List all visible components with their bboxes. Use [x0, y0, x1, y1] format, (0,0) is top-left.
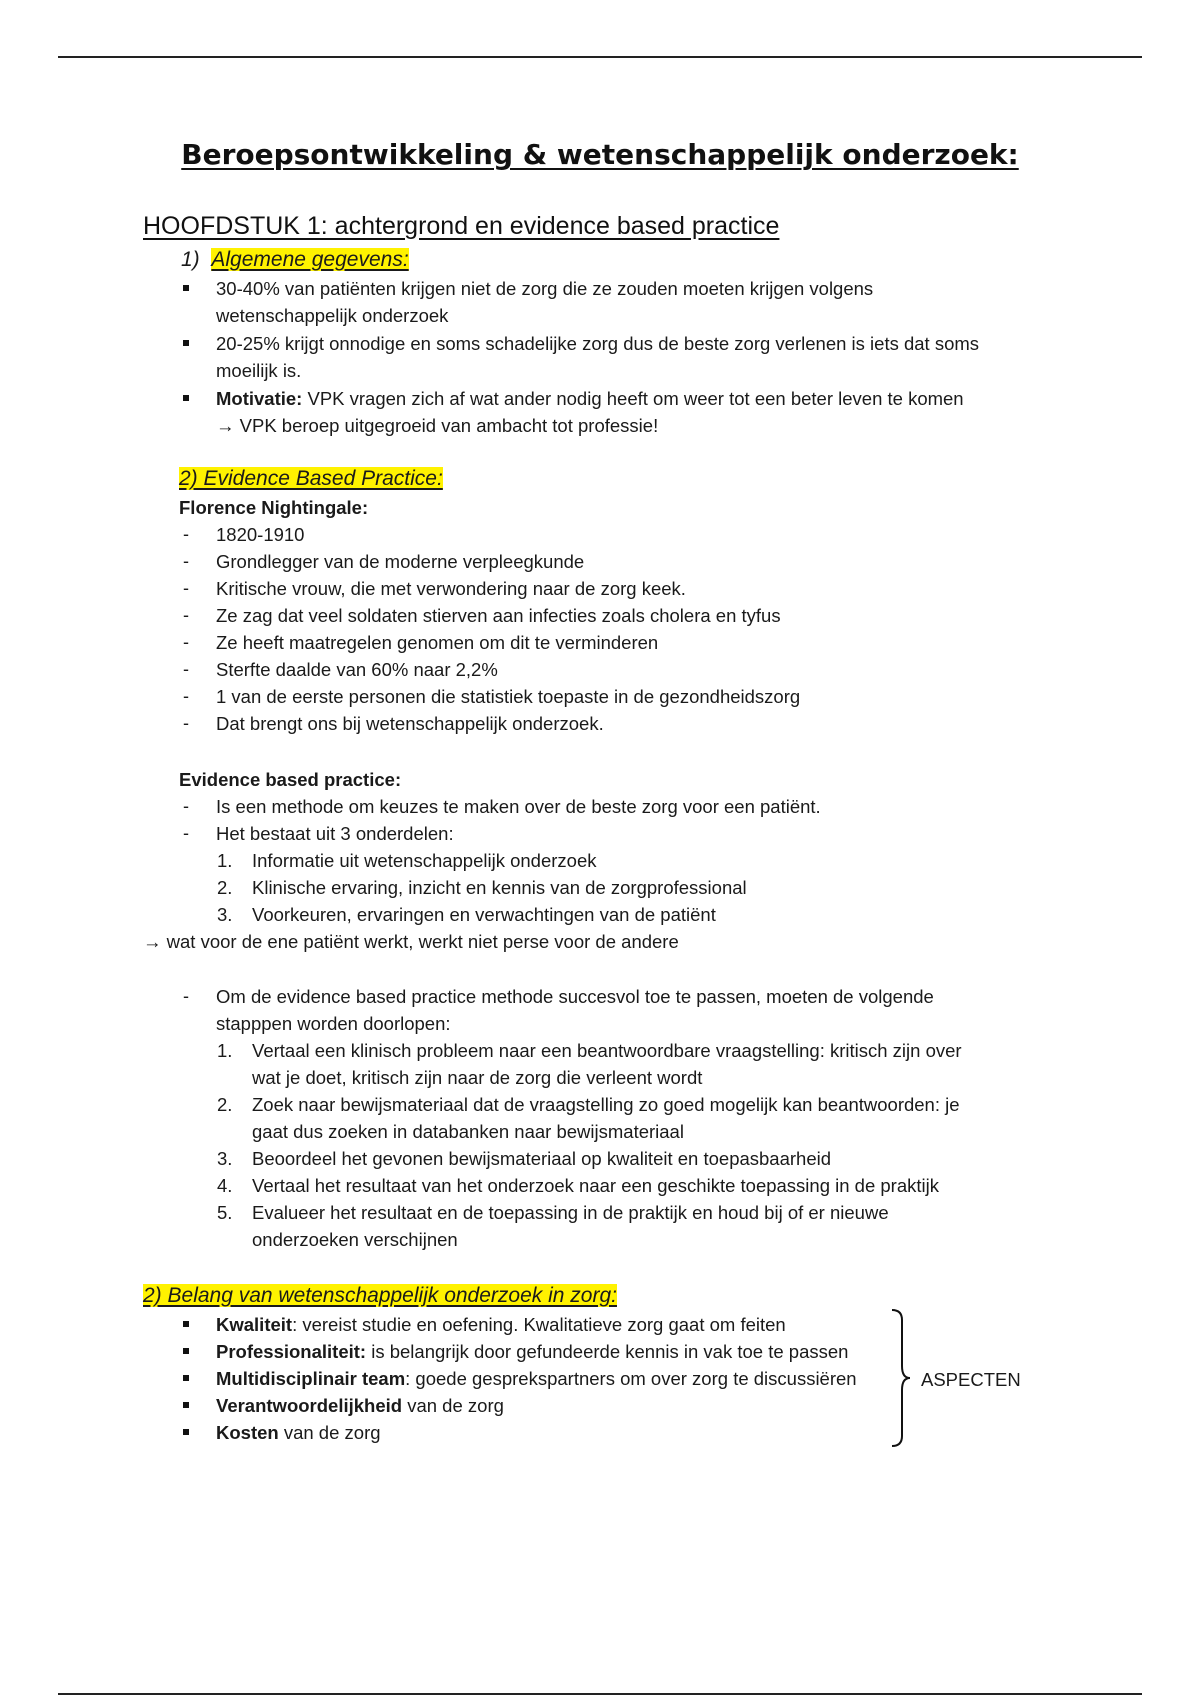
importance-item-term: Kwaliteit: [216, 1314, 293, 1335]
step-2-line-2: gaat dus zoeken in databanken naar bewijsmateriaal: [252, 1121, 684, 1142]
step-5-line-2: onderzoeken verschijnen: [252, 1229, 458, 1250]
importance-item-term: Verantwoordelijkheid: [216, 1395, 403, 1416]
florence-item: 1820-1910: [216, 524, 305, 545]
step-4: Vertaal het resultaat van het onderzoek naar een geschikte toepassing in de praktijk: [252, 1175, 939, 1196]
list-number: 3.: [217, 1148, 233, 1169]
importance-item-text: : vereist studie en oefening. Kwalitatieve zorg gaat om feiten: [292, 1314, 786, 1335]
dash-bullet: -: [183, 578, 189, 598]
dash-bullet: -: [183, 713, 189, 733]
importance-item: [216, 1311, 786, 1338]
dash-bullet: -: [183, 686, 189, 706]
ebp-conclusion: → wat voor de ene patiënt werkt, werkt niet perse voor de andere: [143, 931, 679, 952]
section-1-heading: 1) Algemene gegevens:: [181, 248, 409, 271]
step-5-line-1: Evalueer het resultaat en de toepassing in de praktijk en houd bij of er nieuwe: [252, 1202, 889, 1223]
dash-bullet: -: [183, 605, 189, 625]
florence-item: Ze heeft maatregelen genomen om dit te verminderen: [216, 632, 659, 653]
bullet-square: [183, 1321, 189, 1327]
importance-item: [216, 1365, 857, 1392]
importance-item-term: Professionaliteit:: [216, 1341, 367, 1362]
general-data-1-line-2: wetenschappelijk onderzoek: [216, 305, 449, 326]
step-1-line-2: wat je doet, kritisch zijn naar de zorg die verleent wordt: [252, 1067, 703, 1088]
florence-item: Sterfte daalde van 60% naar 2,2%: [216, 659, 498, 680]
importance-item: [216, 1338, 848, 1365]
aspecten-label: ASPECTEN: [921, 1369, 1021, 1390]
ebp-part-3: Voorkeuren, ervaringen en verwachtingen van de patiënt: [252, 904, 716, 925]
dash-bullet: -: [183, 551, 189, 571]
importance-item-text: van de zorg: [402, 1395, 504, 1416]
dash-bullet: -: [183, 632, 189, 652]
list-number: 1.: [217, 850, 233, 871]
florence-item: Grondlegger van de moderne verpleegkunde: [216, 551, 585, 572]
section-3-heading: 2) Belang van wetenschappelijk onderzoek in zorg:: [143, 1284, 617, 1307]
steps-intro-line-2: stapppen worden doorlopen:: [216, 1013, 451, 1034]
florence-item: Kritische vrouw, die met verwondering naar de zorg keek.: [216, 578, 686, 599]
document-title: Beroepsontwikkeling & wetenschappelijk onderzoek:: [181, 138, 1019, 171]
florence-item: Ze zag dat veel soldaten stierven aan infecties zoals cholera en tyfus: [216, 605, 781, 626]
ebp-part-1: Informatie uit wetenschappelijk onderzoek: [252, 850, 597, 871]
list-number: 2.: [217, 1094, 233, 1115]
ebp-heading: Evidence based practice:: [179, 769, 402, 790]
motivation-line-2: → VPK beroep uitgegroeid van ambacht tot professie!: [216, 415, 659, 436]
importance-item-text: : goede gesprekspartners om over zorg te discussiëren: [405, 1368, 857, 1389]
importance-item: [216, 1392, 504, 1419]
step-2-line-1: Zoek naar bewijsmateriaal dat de vraagstelling zo goed mogelijk kan beantwoorden: je: [252, 1094, 960, 1115]
bullet-square: [183, 1429, 189, 1435]
bullet-square: [183, 1348, 189, 1354]
florence-item: Dat brengt ons bij wetenschappelijk onderzoek.: [216, 713, 604, 734]
bullet-square: [183, 1375, 189, 1381]
header-rule: [58, 56, 1142, 58]
importance-item-term: Kosten: [216, 1422, 279, 1443]
list-number: 4.: [217, 1175, 233, 1196]
steps-intro-line-1: Om de evidence based practice methode succesvol toe te passen, moeten de volgende: [216, 986, 934, 1007]
general-data-2-line-1: 20-25% krijgt onnodige en soms schadelijke zorg dus de beste zorg verlenen is iets dat soms: [216, 333, 980, 354]
motivation-line-1: Motivatie: VPK vragen zich af wat ander nodig heeft om weer tot een beter leven te komen: [216, 388, 964, 409]
section-2-heading: 2) Evidence Based Practice:: [179, 467, 443, 490]
general-data-1-line-1: 30-40% van patiënten krijgen niet de zorg die ze zouden moeten krijgen volgens: [216, 278, 874, 299]
right-brace-icon: [890, 1308, 912, 1448]
list-number: 5.: [217, 1202, 233, 1223]
importance-item: [216, 1419, 381, 1446]
general-data-2-line-2: moeilijk is.: [216, 360, 302, 381]
bullet-square: [183, 395, 189, 401]
chapter-heading: HOOFDSTUK 1: achtergrond en evidence based practice: [143, 212, 780, 240]
importance-item-text: is belangrijk door gefundeerde kennis in vak toe te passen: [366, 1341, 849, 1362]
list-number: 1.: [217, 1040, 233, 1061]
dash-bullet: -: [183, 986, 189, 1006]
importance-item-term: Multidisciplinair team: [216, 1368, 406, 1389]
florence-item: 1 van de eerste personen die statistiek toepaste in de gezondheidszorg: [216, 686, 801, 707]
importance-item-text: van de zorg: [278, 1422, 381, 1443]
footer-rule: [58, 1693, 1142, 1695]
dash-bullet: -: [183, 659, 189, 679]
ebp-parts-intro: Het bestaat uit 3 onderdelen:: [216, 823, 454, 844]
dash-bullet: -: [183, 796, 189, 816]
bullet-square: [183, 285, 189, 291]
step-3: Beoordeel het gevonen bewijsmateriaal op kwaliteit en toepasbaarheid: [252, 1148, 832, 1169]
dash-bullet: -: [183, 524, 189, 544]
ebp-part-2: Klinische ervaring, inzicht en kennis van de zorgprofessional: [252, 877, 747, 898]
dash-bullet: -: [183, 823, 189, 843]
ebp-definition: Is een methode om keuzes te maken over de beste zorg voor een patiënt.: [216, 796, 821, 817]
list-number: 3.: [217, 904, 233, 925]
step-1-line-1: Vertaal een klinisch probleem naar een beantwoordbare vraagstelling: kritisch zijn over: [252, 1040, 962, 1061]
florence-heading: Florence Nightingale:: [179, 497, 369, 518]
list-number: 2.: [217, 877, 233, 898]
bullet-square: [183, 340, 189, 346]
bullet-square: [183, 1402, 189, 1408]
